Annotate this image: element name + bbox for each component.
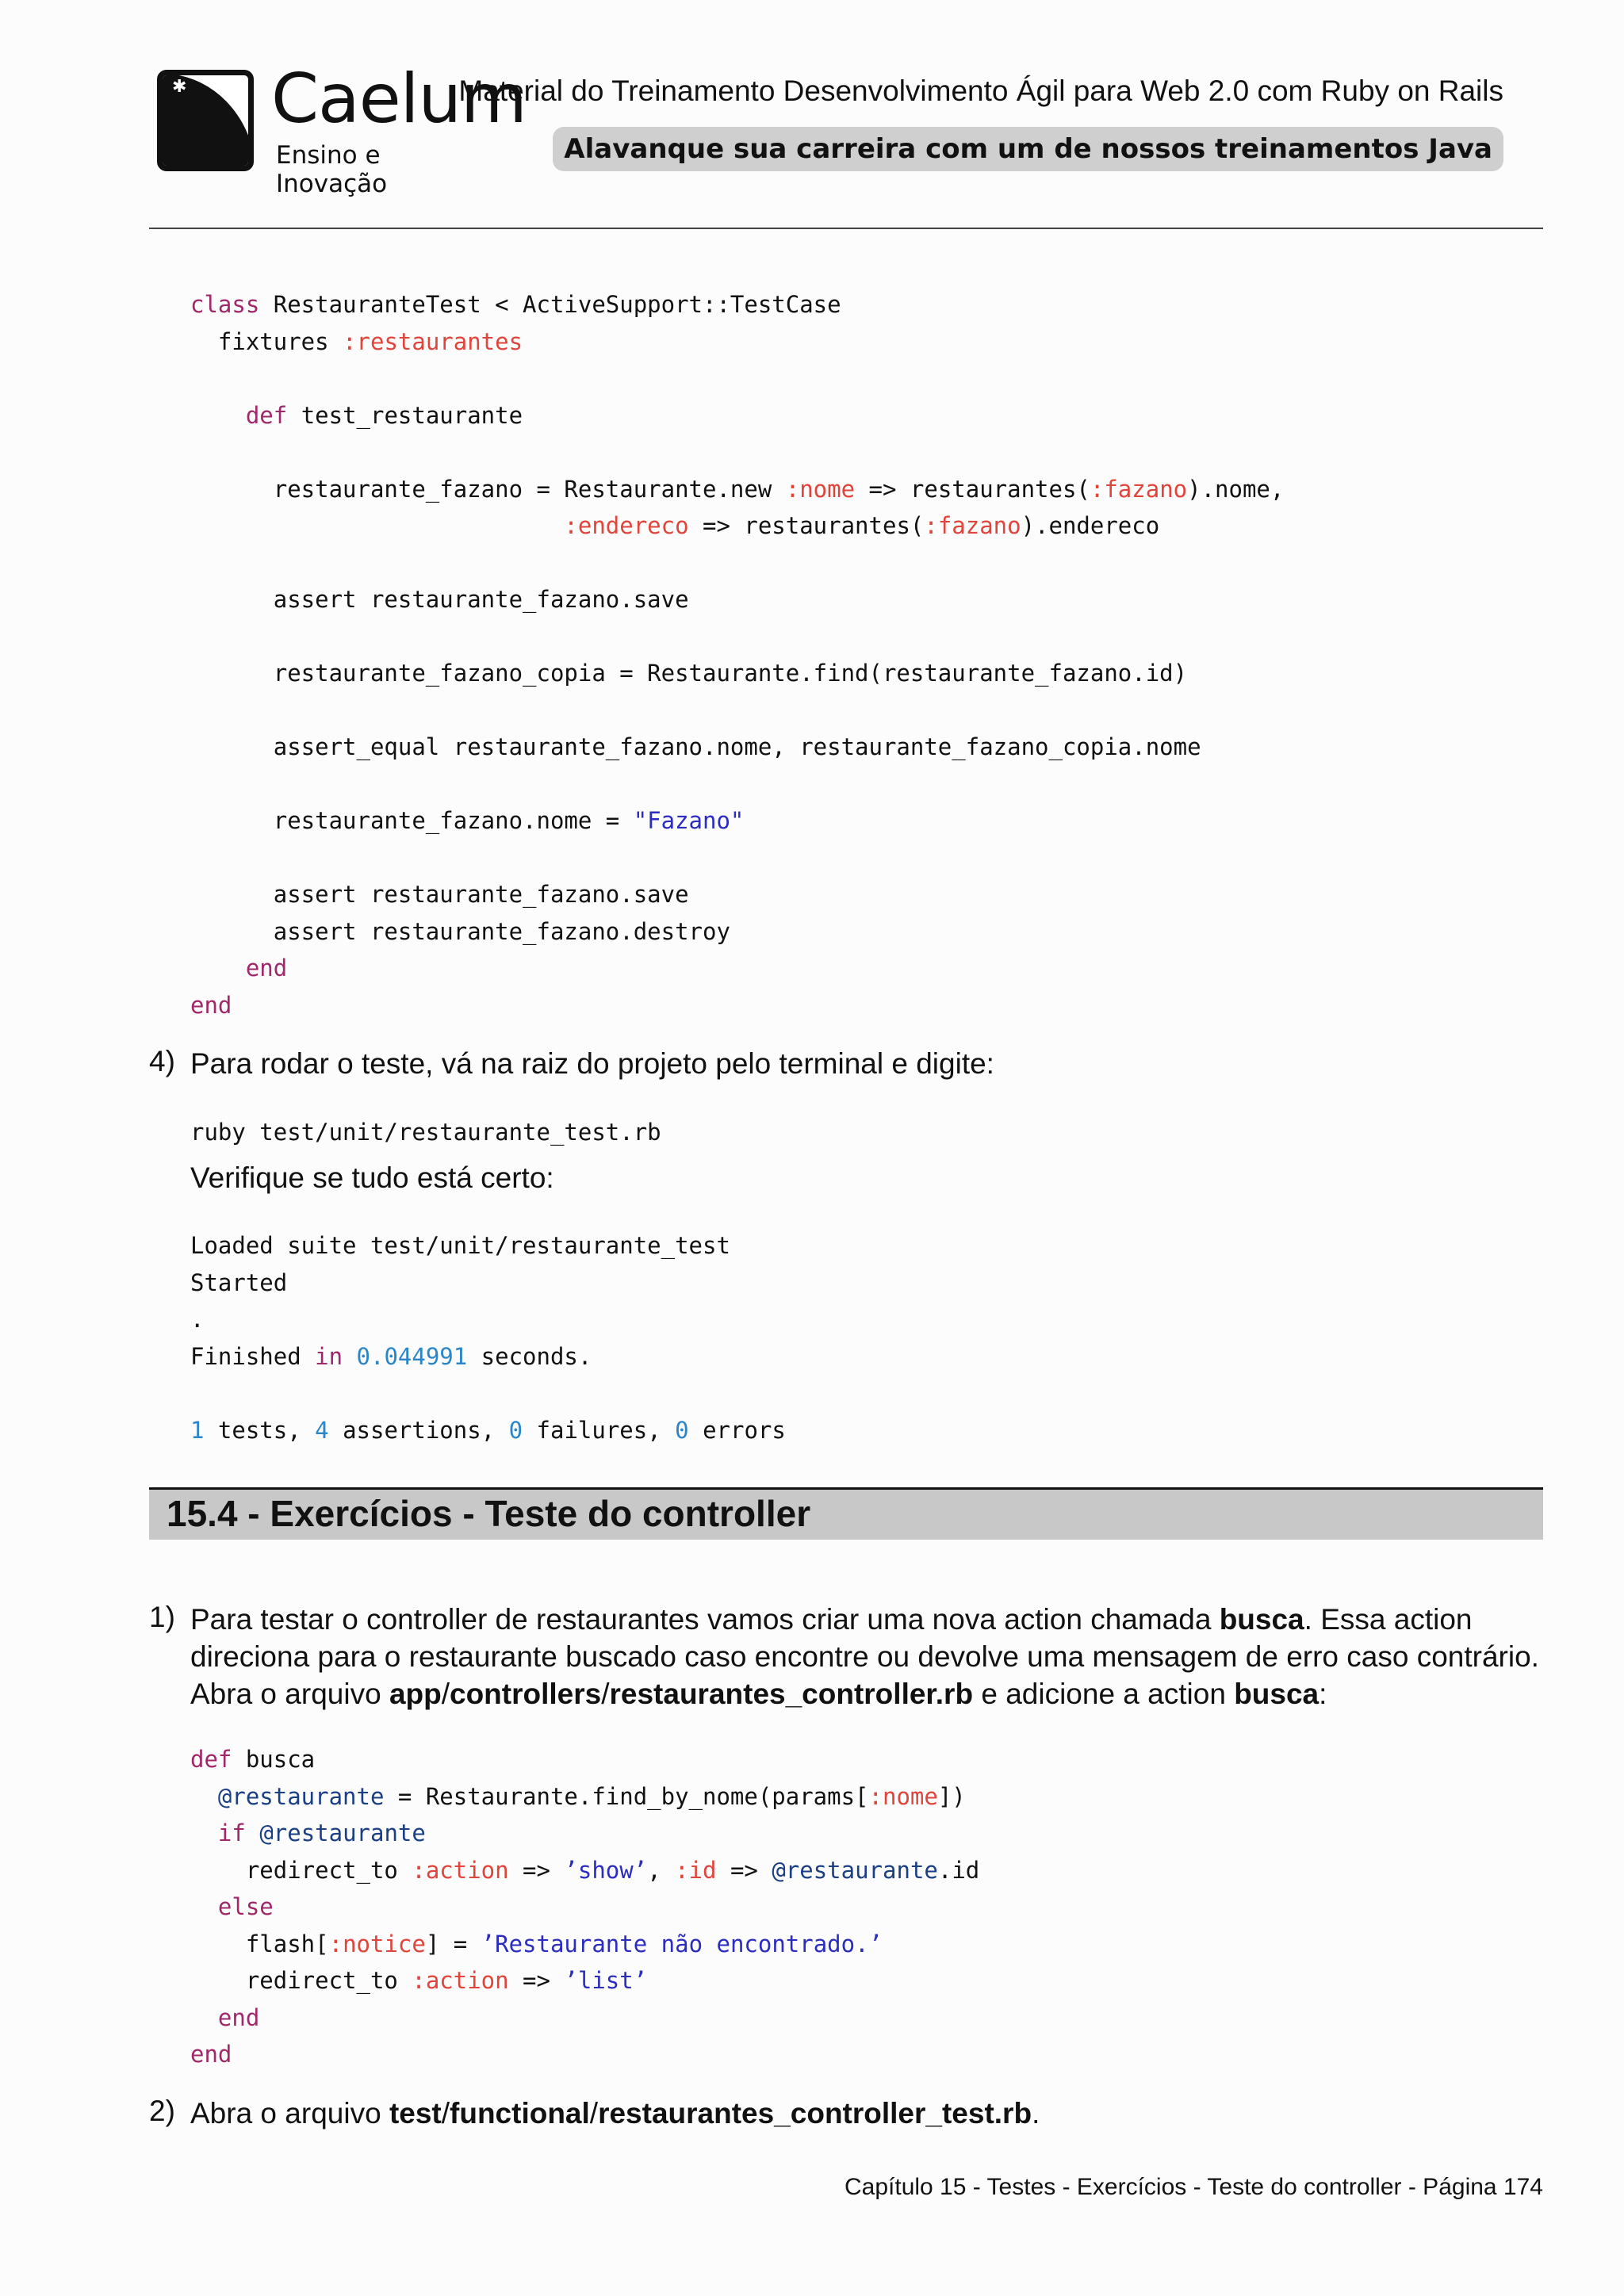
step-1-text — [190, 1601, 1546, 1712]
text-segment: / — [441, 1678, 450, 1710]
code-token — [190, 2004, 218, 2031]
code-token: Loaded suite test/unit/restaurante_test — [190, 1232, 730, 1259]
text-segment: / — [441, 2097, 450, 2130]
code-line — [190, 802, 1284, 840]
code-token: :endereco — [564, 512, 689, 539]
code-token: :nome — [785, 475, 856, 503]
bold-text: functional — [450, 2097, 590, 2130]
code-line — [190, 286, 1284, 323]
code-line — [190, 1815, 979, 1852]
output-line — [190, 1338, 786, 1376]
code-token: :action — [412, 1967, 509, 1994]
code-line — [190, 1926, 979, 1963]
code-token: tests, — [204, 1416, 316, 1444]
code-token: else — [217, 1893, 274, 1920]
code-token: :fazano — [924, 512, 1021, 539]
code-line — [190, 766, 1284, 803]
code-line — [190, 1778, 979, 1816]
code-token: restaurante_fazano_copia = Restaurante.find(restaurante_fazano.id) — [190, 660, 1188, 687]
text-segment: Abra o arquivo — [190, 2097, 389, 2130]
logo-tagline: Ensino e Inovação — [276, 141, 388, 198]
bold-text: restaurantes_controller.rb — [609, 1678, 974, 1710]
step-4-text: Para rodar o teste, vá na raiz do projeto pelo terminal e digite: — [190, 1047, 994, 1080]
header-divider — [149, 228, 1543, 229]
code-block-restaurante-test — [190, 286, 1284, 1024]
code-line — [190, 1741, 979, 1778]
text-segment: e adicione a action — [973, 1678, 1235, 1710]
code-token: 0 — [675, 1416, 689, 1444]
code-token — [190, 1893, 218, 1920]
caelum-logo — [157, 59, 527, 198]
code-token: => — [716, 1856, 772, 1884]
text-segment: . — [1032, 2097, 1040, 2130]
code-token — [190, 402, 246, 429]
code-token: , — [647, 1856, 676, 1884]
output-line — [190, 1227, 786, 1265]
code-line — [190, 507, 1284, 545]
code-token: end — [190, 2041, 232, 2068]
code-token: ’Restaurante não encontrado.’ — [481, 1930, 883, 1957]
code-token: busca — [245, 1746, 316, 1773]
logo-name: Caelum — [271, 59, 527, 139]
code-line — [190, 729, 1284, 766]
text-segment: : — [1319, 1678, 1327, 1710]
code-token: in — [315, 1342, 343, 1370]
code-token: @restaurante — [259, 1820, 426, 1846]
text-segment: / — [589, 2097, 599, 2130]
code-line — [190, 323, 1284, 361]
code-line — [190, 2036, 979, 2073]
bold-text: controllers — [450, 1678, 602, 1710]
code-token: assert restaurante_fazano.destroy — [190, 917, 730, 945]
code-token: . — [190, 1306, 205, 1333]
section-header — [149, 1487, 1543, 1540]
code-line — [190, 1888, 979, 1926]
code-token: assertions, — [328, 1416, 509, 1444]
code-token: seconds. — [467, 1342, 592, 1370]
code-line — [190, 840, 1284, 877]
code-line — [190, 1852, 979, 1889]
code-token: errors — [688, 1416, 786, 1444]
code-token: test_restaurante — [301, 401, 523, 429]
code-line — [190, 397, 1284, 434]
bold-text: app — [389, 1678, 442, 1710]
code-token: end — [245, 955, 288, 982]
code-token: 4 — [315, 1416, 329, 1444]
code-line — [190, 471, 1284, 508]
code-token — [190, 512, 564, 539]
code-token: :id — [675, 1856, 717, 1884]
code-token — [343, 1343, 356, 1370]
code-token: :action — [412, 1856, 509, 1884]
code-token: :restaurantes — [343, 327, 523, 355]
code-token: ).endereco — [1021, 512, 1160, 539]
code-token: 1 — [190, 1416, 205, 1444]
code-token: 0 — [508, 1416, 523, 1444]
step-2-number: 2) — [149, 2095, 175, 2127]
code-token: 0.044991 — [356, 1342, 468, 1370]
code-token: .id — [937, 1856, 980, 1884]
code-token: :nome — [868, 1782, 938, 1810]
code-token: => — [508, 1967, 565, 1994]
header-banner: Alavanque sua carreira com um de nossos treinamentos Java — [553, 127, 1503, 171]
bold-text: restaurantes_controller_test.rb — [598, 2097, 1032, 2130]
code-token: ] = — [425, 1930, 481, 1957]
output-line — [190, 1265, 786, 1302]
code-token: "Fazano" — [633, 807, 745, 834]
verify-text: Verifique se tudo está certo: — [190, 1161, 554, 1194]
code-token: assert restaurante_fazano.save — [190, 881, 689, 908]
code-line — [190, 1999, 979, 2037]
bold-text: busca — [1219, 1603, 1304, 1636]
text-segment: Para testar o controller de restaurantes vamos criar uma nova action chamada — [190, 1603, 1220, 1636]
code-token: flash[ — [190, 1930, 329, 1957]
code-token: if — [217, 1820, 260, 1846]
code-block-busca-action — [190, 1741, 979, 2073]
code-token: @restaurante — [217, 1782, 385, 1810]
code-token — [190, 1820, 218, 1846]
step-2-text — [190, 2095, 1040, 2132]
code-token: restaurante_fazano = Restaurante.new — [190, 475, 786, 503]
code-line — [190, 581, 1284, 618]
code-token: def — [190, 1746, 246, 1773]
code-token — [190, 1783, 218, 1810]
code-token: failures, — [523, 1416, 676, 1444]
code-token: Finished — [190, 1342, 316, 1370]
code-line — [190, 655, 1284, 692]
code-line — [190, 618, 1284, 656]
code-token: = Restaurante.find_by_nome(params[ — [384, 1782, 869, 1810]
text-segment: / — [601, 1678, 610, 1710]
output-line — [190, 1412, 786, 1449]
code-line — [190, 913, 1284, 951]
code-token: @restaurante — [772, 1856, 938, 1884]
code-token: ’show’ — [564, 1856, 648, 1884]
code-token: assert_equal restaurante_fazano.nome, restaurante_fazano_copia.nome — [190, 733, 1201, 760]
code-token: fixtures — [190, 327, 343, 355]
bold-text: test — [389, 2097, 442, 2130]
test-output-block — [190, 1227, 786, 1448]
code-line — [190, 987, 1284, 1024]
section-title: 15.4 - Exercícios - Teste do controller — [167, 1493, 811, 1534]
code-line — [190, 692, 1284, 729]
logo-mark-icon: ✱ — [157, 70, 254, 171]
code-token — [190, 955, 246, 982]
code-line — [190, 950, 1284, 987]
code-line — [190, 360, 1284, 397]
code-token: def — [245, 401, 301, 429]
step-4-number: 4) — [149, 1045, 175, 1077]
text-segment: . Essa action direciona para o restaurante buscado caso encontre ou devolve uma mensagem de erro caso contrário. Abra o arquivo — [190, 1603, 1539, 1710]
code-token: restaurante_fazano.nome = — [190, 807, 634, 834]
code-token: class — [190, 291, 274, 318]
code-token: RestauranteTest < ActiveSupport::TestCase — [273, 291, 841, 318]
code-token: => — [508, 1856, 565, 1884]
code-token: end — [217, 2003, 260, 2031]
code-line — [190, 434, 1284, 471]
code-line — [190, 1962, 979, 1999]
code-token: end — [190, 991, 232, 1019]
code-token: :fazano — [1090, 475, 1188, 503]
command-line: ruby test/unit/restaurante_test.rb — [190, 1119, 661, 1146]
code-token: :notice — [328, 1930, 426, 1957]
code-token: => restaurantes( — [855, 475, 1090, 503]
code-token: assert restaurante_fazano.save — [190, 586, 689, 613]
output-line — [190, 1375, 786, 1412]
step-1-number: 1) — [149, 1601, 175, 1633]
code-token: Started — [190, 1269, 288, 1296]
code-token: ).nome, — [1187, 475, 1285, 503]
code-line — [190, 545, 1284, 582]
page-footer: Capítulo 15 - Testes - Exercícios - Teste do controller - Página 174 — [844, 2174, 1543, 2200]
code-token: => restaurantes( — [688, 512, 925, 539]
header-title: Material do Treinamento Desenvolvimento Ágil para Web 2.0 com Ruby on Rails — [458, 75, 1503, 107]
output-line — [190, 1301, 786, 1338]
code-line — [190, 876, 1284, 913]
code-token: redirect_to — [190, 1856, 412, 1884]
code-token: ]) — [937, 1782, 966, 1810]
code-token: ’list’ — [564, 1967, 648, 1994]
bold-text: busca — [1234, 1678, 1320, 1710]
code-token: redirect_to — [190, 1967, 412, 1994]
